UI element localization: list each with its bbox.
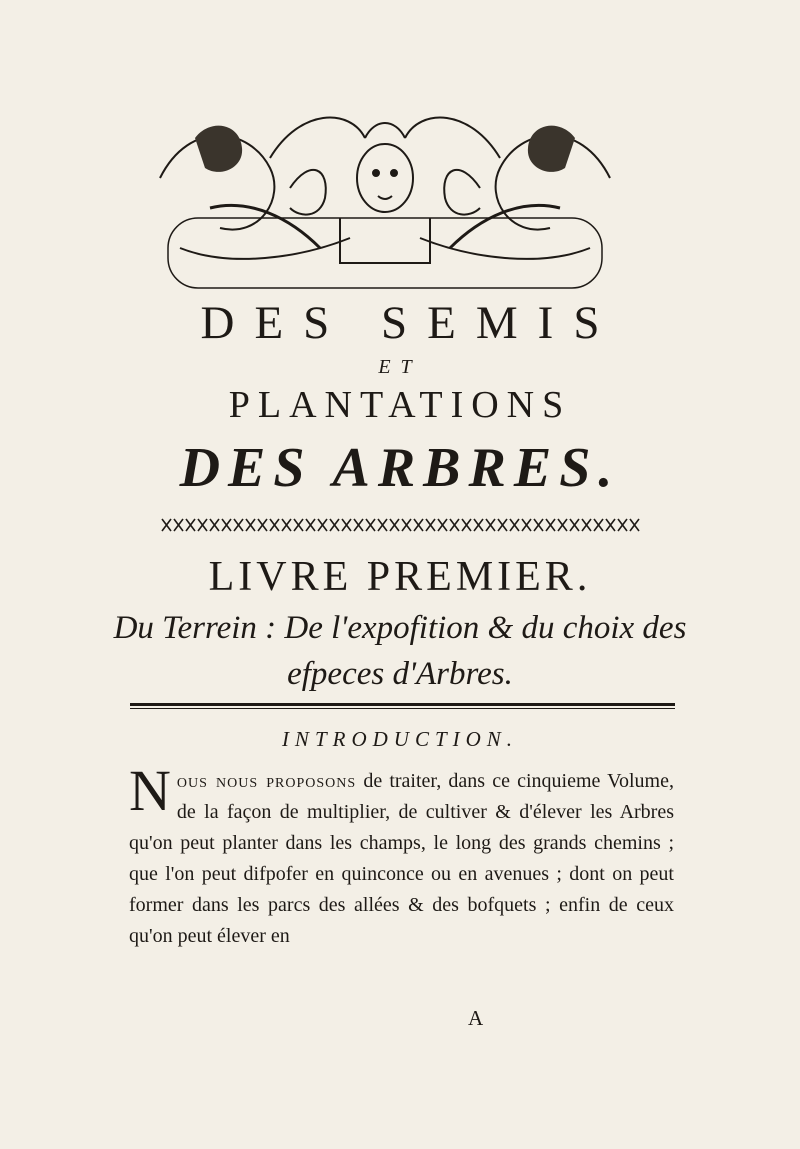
rule-cross-mark [198, 519, 207, 531]
rule-cross-mark [558, 519, 567, 531]
rule-cross-mark [270, 519, 279, 531]
rule-cross-mark [606, 519, 615, 531]
rule-cross-mark [582, 519, 591, 531]
title-line-3: PLANTATIONS [228, 384, 572, 426]
rule-cross-mark [462, 519, 471, 531]
rule-cross-mark [486, 519, 495, 531]
rule-cross-mark [594, 519, 603, 531]
rule-cross-mark [174, 519, 183, 531]
body-paragraph [129, 758, 674, 952]
rule-cross-mark [570, 519, 579, 531]
rule-cross-mark [354, 519, 363, 531]
rule-cross-mark [546, 519, 555, 531]
ornamental-rule [160, 517, 640, 533]
rule-cross-mark [450, 519, 459, 531]
rule-cross-mark [414, 519, 423, 531]
section-heading: INTRODUCTION. [281, 727, 519, 751]
book-heading: LIVRE PREMIER. [208, 554, 592, 600]
rule-cross-mark [630, 519, 639, 531]
book-subtitle-line-2: efpeces d'Arbres. [287, 656, 513, 692]
rule-cross-mark [534, 519, 543, 531]
catchword: A [468, 1006, 484, 1030]
rule-cross-mark [522, 519, 531, 531]
rule-cross-mark [162, 519, 171, 531]
rule-cross-mark [618, 519, 627, 531]
rule-cross-mark [426, 519, 435, 531]
rule-cross-mark [366, 519, 375, 531]
rule-cross-mark [318, 519, 327, 531]
body-text: de traiter, dans ce cinquieme Volume, de la façon de multiplier, de cultiver & d'élever les Arbres qu'on peut planter dans les champs, le long des grands chemins ; que l'on peut difpofer en quinconce ou en avenues ; dont on peut former dans les parcs des allées & des bofquets ; enfin de ceux qu'on peut élever en [129, 770, 674, 947]
rule-cross-mark [402, 519, 411, 531]
thick-rule [130, 703, 675, 706]
rule-cross-mark [222, 519, 231, 531]
rule-cross-mark [342, 519, 351, 531]
title-line-2: ET [378, 356, 422, 378]
rule-cross-mark [186, 519, 195, 531]
rule-cross-mark [330, 519, 339, 531]
title-line-4: DES ARBRES. [179, 437, 621, 499]
title-line-1: DES SEMIS [200, 297, 620, 349]
ornamental-headpiece [150, 98, 620, 296]
rule-cross-mark [498, 519, 507, 531]
rule-cross-mark [294, 519, 303, 531]
rule-cross-mark [438, 519, 447, 531]
rule-cross-mark [282, 519, 291, 531]
rule-cross-mark [258, 519, 267, 531]
first-words: ous nous proposons [176, 770, 357, 792]
rule-cross-mark [210, 519, 219, 531]
rule-cross-mark [234, 519, 243, 531]
thin-rule [130, 708, 675, 709]
rule-cross-mark [246, 519, 255, 531]
book-subtitle-line-1: Du Terrein : De l'expofition & du choix des [113, 610, 687, 646]
rule-cross-mark [306, 519, 315, 531]
rule-cross-mark [474, 519, 483, 531]
rule-cross-mark [390, 519, 399, 531]
rule-cross-mark [510, 519, 519, 531]
drop-cap: N [129, 758, 171, 823]
rule-cross-mark [378, 519, 387, 531]
